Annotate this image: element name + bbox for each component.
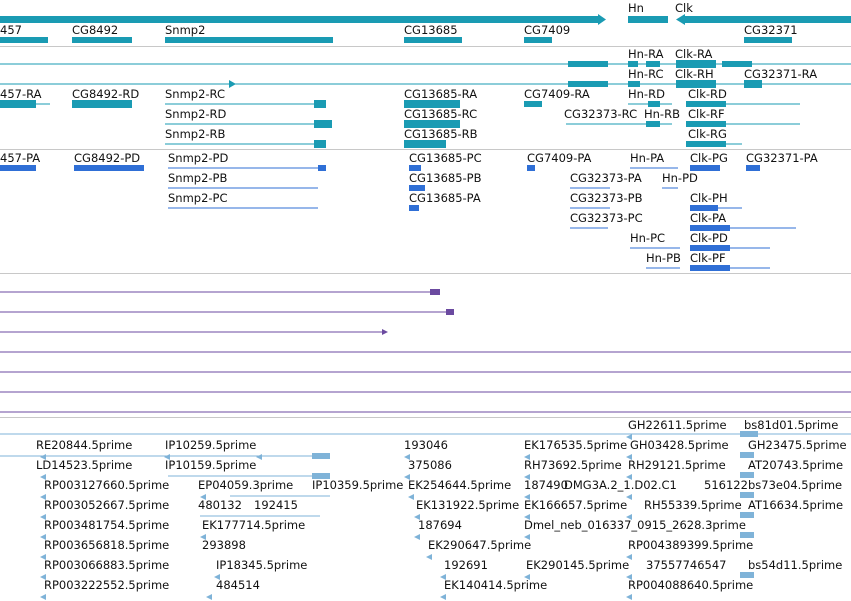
est-label[interactable]: AT20743.5prime (748, 458, 844, 472)
protein-label[interactable]: Hn-PB (646, 251, 681, 265)
transcript-label[interactable]: CG7409-RA (524, 87, 590, 101)
transcript-label[interactable]: Clk-RD (688, 87, 727, 101)
est-label[interactable]: RP003481754.5prime (44, 518, 170, 532)
est-label[interactable]: 187490 (524, 478, 568, 492)
est-label[interactable]: AT16634.5prime (748, 498, 844, 512)
est-label[interactable]: bs81d01.5prime (744, 418, 839, 432)
exon-block[interactable] (568, 61, 608, 67)
est-label[interactable]: EK177714.5prime (202, 518, 306, 532)
transcript-label[interactable]: CG8492-RD (72, 87, 140, 101)
protein-label[interactable]: Clk-PA (690, 211, 727, 225)
est-label[interactable]: RE20844.5prime (36, 438, 133, 452)
gene-bar[interactable] (165, 37, 333, 43)
gene-bar[interactable] (744, 37, 792, 43)
est-label[interactable]: IP10259.5prime (165, 438, 257, 452)
gene-label[interactable]: Snmp2 (165, 23, 206, 37)
protein-label[interactable]: 457-PA (0, 151, 41, 165)
est-track (0, 418, 851, 600)
strand-arrow-icon (598, 14, 606, 25)
strand-arrow-icon (229, 80, 236, 88)
gene-bar[interactable] (524, 37, 552, 43)
est-label[interactable]: LD14523.5prime (36, 458, 133, 472)
est-label[interactable]: RH73692.5prime (524, 458, 622, 472)
est-label[interactable]: RP004389399.5prime (628, 538, 754, 552)
exon-block[interactable] (314, 100, 326, 108)
protein-label[interactable]: CG7409-PA (527, 151, 592, 165)
transcript-label[interactable]: CG13685-RB (404, 127, 478, 141)
protein-track (0, 151, 818, 271)
exon-block[interactable] (72, 100, 132, 108)
alignment-track (0, 289, 851, 412)
est-label[interactable]: EK140414.5prime (444, 578, 548, 592)
exon-block[interactable] (524, 101, 542, 107)
protein-label[interactable]: Clk-PF (690, 251, 726, 265)
gene-bar-clk[interactable] (685, 16, 851, 23)
transcript-label[interactable]: Snmp2-RD (165, 107, 227, 121)
transcript-label[interactable]: Snmp2-RB (165, 127, 226, 141)
protein-label[interactable]: Hn-PC (630, 231, 666, 245)
protein-label[interactable]: Snmp2-PD (168, 151, 229, 165)
cds-block[interactable] (74, 165, 144, 171)
est-label[interactable]: IP18345.5prime (216, 558, 308, 572)
cds-block[interactable] (746, 165, 760, 171)
protein-label[interactable]: Hn-PA (630, 151, 665, 165)
est-label[interactable]: EK290647.5prime (428, 538, 532, 552)
gene-bar[interactable] (72, 37, 132, 43)
est-label[interactable]: 480132 (198, 498, 242, 512)
protein-label[interactable]: CG13685-PA (409, 191, 481, 205)
est-label[interactable]: DMG3A.2_1.D02.C1 (564, 478, 677, 492)
est-label[interactable]: RP003066883.5prime (44, 558, 170, 572)
protein-label[interactable]: Clk-PG (690, 151, 728, 165)
est-label[interactable]: RH55339.5prime (644, 498, 742, 512)
est-label[interactable]: bs73e04.5prime (748, 478, 843, 492)
transcript-label[interactable]: Clk-RH (675, 67, 714, 81)
est-label[interactable]: EK290145.5prime (526, 558, 630, 572)
transcript-label[interactable]: Hn-RB (644, 107, 680, 121)
exon-block[interactable] (686, 141, 726, 147)
est-label[interactable]: bs54d11.5prime (748, 558, 843, 572)
est-label[interactable]: RP003127660.5prime (44, 478, 170, 492)
exon-block[interactable] (314, 140, 326, 148)
est-label[interactable]: IP10159.5prime (165, 458, 257, 472)
gene-label[interactable]: Clk (675, 1, 693, 15)
exon-block[interactable] (0, 100, 36, 108)
est-label[interactable]: 375086 (408, 458, 452, 472)
est-label[interactable]: 192415 (254, 498, 298, 512)
exon-block[interactable] (744, 80, 762, 88)
protein-label[interactable]: CG8492-PD (74, 151, 141, 165)
est-label[interactable]: EK254644.5prime (408, 478, 512, 492)
transcript-label[interactable]: 457-RA (0, 87, 42, 101)
transcript-label[interactable]: Hn-RC (628, 67, 664, 81)
est-label[interactable]: 293898 (202, 538, 246, 552)
protein-label[interactable]: CG32373-PA (570, 171, 642, 185)
transcript-label[interactable]: CG13685-RA (404, 87, 478, 101)
protein-label[interactable]: Clk-PH (690, 191, 728, 205)
gene-label[interactable]: CG8492 (72, 23, 119, 37)
transcript-label[interactable]: Clk-RG (688, 127, 727, 141)
est-label[interactable]: IP10359.5prime (312, 478, 404, 492)
est-label[interactable]: GH03428.5prime (630, 438, 729, 452)
est-label[interactable]: 192691 (444, 558, 488, 572)
est-label[interactable]: 37557746547 (646, 558, 727, 572)
exon-block[interactable] (314, 120, 332, 128)
protein-label[interactable]: Snmp2-PC (168, 191, 228, 205)
transcript-label[interactable]: CG13685-RC (404, 107, 478, 121)
est-label[interactable]: Dmel_neb_016337_0915_2628.3prime (524, 518, 746, 532)
transcript-track (0, 47, 851, 148)
gene-bar[interactable] (404, 37, 462, 43)
est-label[interactable]: 516122 (704, 478, 748, 492)
gene-track (0, 1, 851, 43)
est-label[interactable]: EK176535.5prime (524, 438, 628, 452)
protein-label[interactable]: CG13685-PC (409, 151, 482, 165)
cds-block[interactable] (318, 165, 326, 171)
cds-block[interactable] (527, 165, 535, 171)
protein-label[interactable]: Snmp2-PB (168, 171, 228, 185)
est-label[interactable]: RP003656818.5prime (44, 538, 170, 552)
gene-label[interactable]: CG13685 (404, 23, 458, 37)
transcript-label[interactable]: Hn-RA (628, 47, 664, 61)
est-label[interactable]: 484514 (216, 578, 260, 592)
cds-block[interactable] (0, 165, 36, 171)
exon-block[interactable] (404, 140, 446, 148)
transcript-label[interactable]: Clk-RA (675, 47, 713, 61)
transcript-label[interactable]: CG32371-RA (744, 67, 818, 81)
est-label[interactable]: RP004088640.5prime (628, 578, 754, 592)
gene-label[interactable]: Hn (628, 1, 644, 15)
protein-label[interactable]: Hn-PD (662, 171, 698, 185)
protein-label[interactable]: CG32373-PC (570, 211, 643, 225)
gene-bar[interactable] (0, 37, 48, 43)
est-label[interactable]: 187694 (418, 518, 462, 532)
est-label[interactable]: EP04059.3prime (198, 478, 294, 492)
strand-arrow-icon (676, 14, 685, 25)
gene-label[interactable]: 457 (0, 23, 22, 37)
est-label[interactable]: RP003052667.5prime (44, 498, 170, 512)
gene-span-bar[interactable] (0, 16, 598, 23)
protein-label[interactable]: Clk-PD (690, 231, 728, 245)
gene-bar-hn[interactable] (628, 16, 668, 23)
gene-label[interactable]: CG32371 (744, 23, 798, 37)
exon-block[interactable] (646, 121, 660, 127)
transcript-label[interactable]: CG32373-RC (564, 107, 638, 121)
est-label[interactable]: GH23475.5prime (748, 438, 847, 452)
est-label[interactable]: RH29121.5prime (628, 458, 726, 472)
protein-label[interactable]: CG32371-PA (746, 151, 818, 165)
cds-block[interactable] (690, 265, 730, 271)
protein-label[interactable]: CG13685-PB (409, 171, 482, 185)
protein-label[interactable]: CG32373-PB (570, 191, 643, 205)
est-label[interactable]: EK166657.5prime (524, 498, 628, 512)
transcript-label[interactable]: Snmp2-RC (165, 87, 226, 101)
gene-label[interactable]: CG7409 (524, 23, 571, 37)
est-label[interactable]: GH22611.5prime (628, 418, 727, 432)
transcript-label[interactable]: Clk-RF (688, 107, 725, 121)
cds-block[interactable] (409, 205, 419, 211)
est-label[interactable]: RP003222552.5prime (44, 578, 170, 592)
est-label[interactable]: EK131922.5prime (416, 498, 520, 512)
transcript-label[interactable]: Hn-RD (628, 87, 665, 101)
est-label[interactable]: 193046 (404, 438, 448, 452)
